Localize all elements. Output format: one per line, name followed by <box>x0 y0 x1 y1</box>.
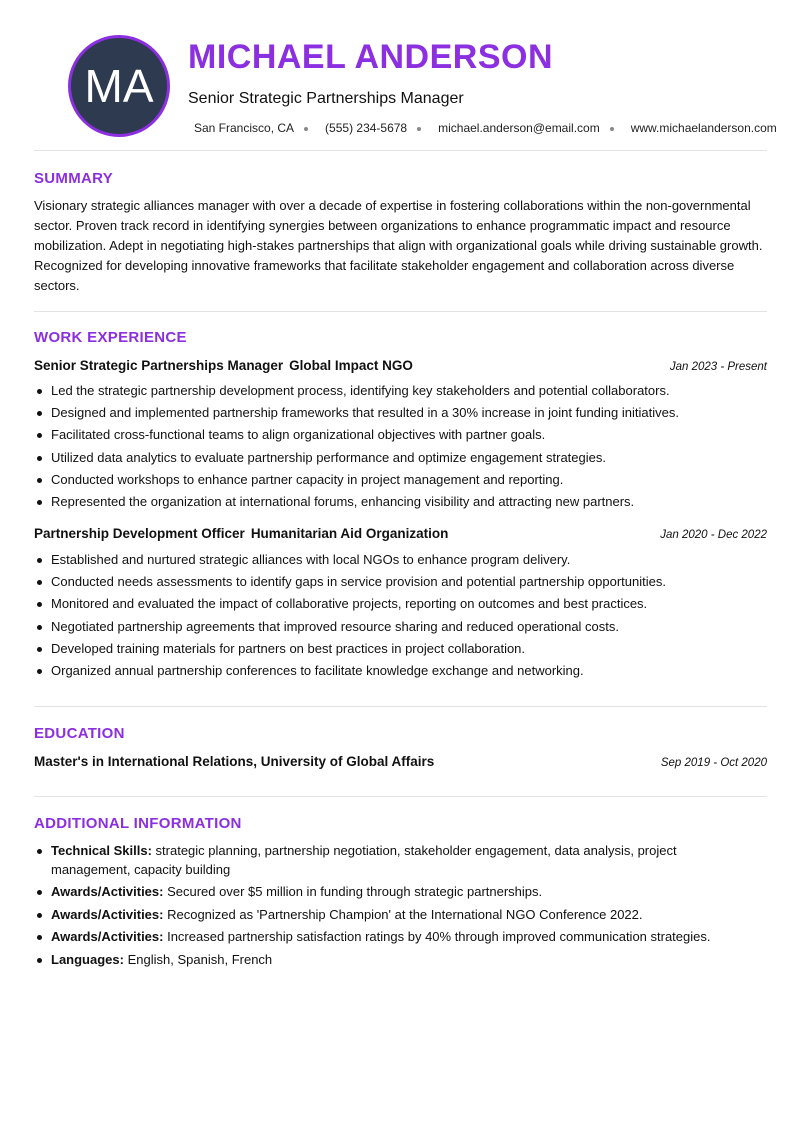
info-label: Awards/Activities: <box>51 906 164 922</box>
job-bullets <box>34 380 769 513</box>
education-dates: Sep 2019 - Oct 2020 <box>660 757 767 769</box>
job-role-title <box>34 358 413 373</box>
education-degree: Master's in International Relations, University of Global Affairs <box>34 754 435 769</box>
job-role: Senior Strategic Partnerships Manager <box>34 358 284 373</box>
job-bullet: Conducted workshops to enhance partner capacity in project management and reporting. <box>34 469 769 491</box>
job-bullet: Established and nurtured strategic alliances with local NGOs to enhance program delivery. <box>34 549 769 571</box>
info-label: Awards/Activities: <box>51 929 164 944</box>
section-divider <box>34 311 767 312</box>
job-bullet: Designed and implemented partnership frameworks that resulted in a 30% increase in joint funding initiatives. <box>34 402 769 424</box>
job-dates: Jan 2023 - Present <box>669 361 767 373</box>
avatar <box>68 35 170 137</box>
section-divider <box>34 706 767 707</box>
info-item <box>34 906 754 925</box>
candidate-title: Senior Strategic Partnerships Manager <box>188 90 464 107</box>
additional-heading: ADDITIONAL INFORMATION <box>34 815 242 832</box>
job-header <box>34 358 767 373</box>
info-text: strategic planning, partnership negotiation, stakeholder engagement, data analysis, project management, capacity building <box>51 843 677 877</box>
job-bullet: Organized annual partnership conferences to facilitate knowledge exchange and networking. <box>34 660 769 682</box>
avatar-initials: MA <box>84 60 154 112</box>
contact-separator-dot <box>304 127 308 131</box>
language: , French <box>224 952 272 967</box>
contact-separator-dot <box>417 127 421 131</box>
contact-location: San Francisco, CA <box>194 121 295 135</box>
job-bullet: Monitored and evaluated the impact of collaborative projects, reporting on outcomes and best practices. <box>34 593 769 615</box>
info-item <box>34 883 754 902</box>
job-role-title <box>34 526 448 541</box>
contact-phone[interactable]: (555) 234-5678 <box>325 121 408 135</box>
job-bullet: Led the strategic partnership development process, identifying key stakeholders and potential collaborators. <box>34 380 769 402</box>
job-dates: Jan 2020 - Dec 2022 <box>660 529 767 541</box>
candidate-name: MICHAEL ANDERSON <box>188 38 554 76</box>
summary-text: Visionary strategic alliances manager with over a decade of expertise in fostering collaborations within the non-governmental sector. Proven track record in identifying synergies between organizations to enhance programmatic impact and resource mobilization. Adept in negotiating high-stakes partnerships that align with organizational goals while driving sustainable growth. Recognized for developing innovative frameworks that facilitate stakeholder engagement and collaboration across diverse sectors. <box>34 198 763 293</box>
languages-item <box>34 951 754 970</box>
section-divider <box>34 796 767 797</box>
additional-info-list <box>34 842 754 973</box>
contact-row <box>194 121 777 135</box>
job-bullet: Negotiated partnership agreements that improved resource sharing and reduced operational costs. <box>34 616 769 638</box>
language-list <box>128 952 273 967</box>
info-text: Secured over $5 million in funding through strategic partnerships. <box>167 884 543 899</box>
contact-website[interactable]: www.michaelanderson.com <box>630 121 777 135</box>
job-organization: Humanitarian Aid Organization <box>250 526 449 541</box>
language: , Spanish <box>170 952 224 967</box>
info-item <box>34 928 754 947</box>
education-heading: EDUCATION <box>34 725 125 742</box>
job-bullet: Facilitated cross-functional teams to align organizational objectives with partner goals. <box>34 424 769 446</box>
info-item <box>34 842 754 879</box>
job-bullet: Conducted needs assessments to identify gaps in service provision and potential partnership opportunities. <box>34 571 769 593</box>
info-text: Increased partnership satisfaction ratings by 40% through improved communication strategies. <box>167 929 711 944</box>
summary-heading: SUMMARY <box>34 170 114 187</box>
job-organization: Global Impact NGO <box>289 358 413 373</box>
resume-header <box>34 0 777 150</box>
contact-email[interactable]: michael.anderson@email.com <box>438 121 600 135</box>
info-label: Technical Skills: <box>51 843 152 858</box>
info-label: Awards/Activities: <box>51 884 164 899</box>
education-row <box>34 754 767 769</box>
job-bullet: Represented the organization at international forums, enhancing visibility and attracting new partners. <box>34 491 769 513</box>
job-role: Partnership Development Officer <box>34 526 245 541</box>
job-bullet: Developed training materials for partners on best practices in project collaboration. <box>34 638 769 660</box>
language: English <box>127 951 171 967</box>
section-divider <box>34 150 767 151</box>
info-text: Recognized as 'Partnership Champion' at the International NGO Conference 2022. <box>167 906 643 922</box>
job-bullets <box>34 549 769 682</box>
contact-separator-dot <box>610 127 614 131</box>
job-header <box>34 526 767 541</box>
languages-label: Languages: <box>51 951 124 967</box>
experience-heading: WORK EXPERIENCE <box>34 329 187 346</box>
job-bullet: Utilized data analytics to evaluate partnership performance and optimize engagement strategies. <box>34 447 769 469</box>
